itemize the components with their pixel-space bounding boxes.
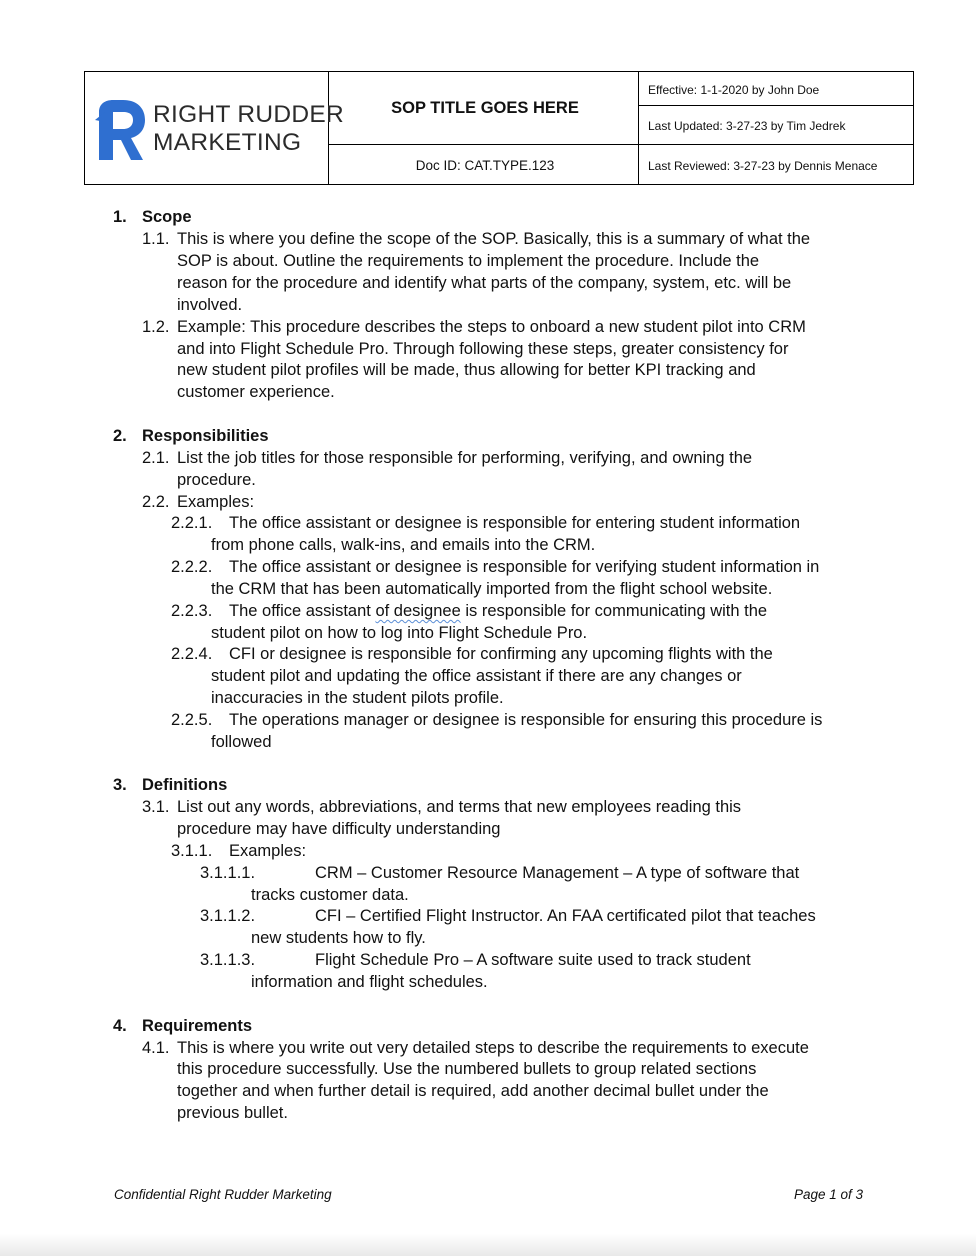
subitem-number: 3.1.1. <box>171 842 213 860</box>
item-text: and into Flight Schedule Pro. Through following these steps, greater consistency for <box>177 340 789 358</box>
section-title: Requirements <box>142 1017 253 1035</box>
item-text: List the job titles for those responsible for performing, verifying, and owning the <box>177 449 753 467</box>
subitem-text: student pilot on how to log into Flight Schedule Pro. <box>211 624 588 642</box>
item-number: 1.1. <box>142 230 170 248</box>
effective-date: Effective: 1-1-2020 by John Doe <box>648 83 820 97</box>
item-text: this procedure successfully. Use the numbered bullets to group related sections <box>177 1060 757 1078</box>
section-number: 1. <box>113 208 127 226</box>
item-text: customer experience. <box>177 383 335 401</box>
last-updated: Last Updated: 3-27-23 by Tim Jedrek <box>648 119 846 133</box>
subitem-text: The office assistant or designee is responsible for verifying student information in <box>229 558 820 576</box>
section-title: Responsibilities <box>142 427 269 445</box>
item-text: This is where you write out very detailed steps to describe the requirements to execute <box>177 1039 809 1057</box>
subitem-number: 2.2.1. <box>171 514 213 532</box>
subitem-text: the CRM that has been automatically imported from the flight school website. <box>211 580 773 598</box>
item-text: new student pilot profiles will be made, thus allowing for better KPI tracking and <box>177 361 756 379</box>
definition-text: CFI – Certified Flight Instructor. An FAA certificated pilot that teaches <box>315 907 816 925</box>
item-text: together and when further detail is required, add another decimal bullet under the <box>177 1082 769 1100</box>
item-text: Examples: <box>177 493 255 511</box>
subitem-text <box>229 600 767 622</box>
footer-confidential: Confidential Right Rudder Marketing <box>114 1187 332 1202</box>
subitem-text: inaccuracies in the student pilots profile. <box>211 689 504 707</box>
section-title: Definitions <box>142 776 228 794</box>
item-text: Example: This procedure describes the steps to onboard a new student pilot into CRM <box>177 318 806 336</box>
subitem-text: from phone calls, walk-ins, and emails into the CRM. <box>211 536 596 554</box>
company-logo <box>95 96 344 162</box>
definition-text: CRM – Customer Resource Management – A type of software that <box>315 864 800 882</box>
header-divider <box>328 144 913 145</box>
subitem-number: 2.2.4. <box>171 645 213 663</box>
item-text: involved. <box>177 296 243 314</box>
text-run: is responsible for communicating with the <box>460 602 768 620</box>
definition-text: Flight Schedule Pro – A software suite used to track student <box>315 951 751 969</box>
subitem-text: The operations manager or designee is responsible for ensuring this procedure is <box>229 711 823 729</box>
sop-title: SOP TITLE GOES HERE <box>391 99 579 117</box>
last-reviewed: Last Reviewed: 3-27-23 by Dennis Menace <box>648 159 878 173</box>
definition-text: new students how to fly. <box>251 929 426 947</box>
subitem-text: student pilot and updating the office assistant if there are any changes or <box>211 667 742 685</box>
section-number: 3. <box>113 776 127 794</box>
section-title: Scope <box>142 208 192 226</box>
subitem-text: followed <box>211 733 272 751</box>
definition-number: 3.1.1.2. <box>200 907 256 925</box>
definition-text: information and flight schedules. <box>251 973 488 991</box>
section-number: 2. <box>113 427 127 445</box>
definition-text: tracks customer data. <box>251 886 409 904</box>
document-header-table <box>84 71 914 185</box>
rudder-logo-icon <box>95 98 147 160</box>
subitem-text: The office assistant or designee is responsible for entering student information <box>229 514 801 532</box>
subitem-number: 2.2.2. <box>171 558 213 576</box>
item-number: 4.1. <box>142 1039 170 1057</box>
spellcheck-flagged-text[interactable]: of designee <box>375 602 461 620</box>
item-text: SOP is about. Outline the requirements to implement the procedure. Include the <box>177 252 760 270</box>
logo-wordmark <box>153 101 344 157</box>
logo-line-2: MARKETING <box>153 129 302 156</box>
item-text: reason for the procedure and identify what parts of the company, system, etc. will be <box>177 274 792 292</box>
logo-line-1: RIGHT RUDDER <box>153 101 344 128</box>
item-number: 3.1. <box>142 798 170 816</box>
header-divider <box>638 105 913 106</box>
subitem-text: CFI or designee is responsible for confirming any upcoming flights with the <box>229 645 773 663</box>
item-text: This is where you define the scope of the SOP. Basically, this is a summary of what the <box>177 230 811 248</box>
doc-id: Doc ID: CAT.TYPE.123 <box>415 158 555 173</box>
text-run: The office assistant <box>229 602 376 620</box>
definition-number: 3.1.1.1. <box>200 864 256 882</box>
subitem-text: Examples: <box>229 842 307 860</box>
page-bottom-edge <box>0 1234 976 1256</box>
subitem-number: 2.2.5. <box>171 711 213 729</box>
item-text: previous bullet. <box>177 1104 288 1122</box>
item-number: 2.1. <box>142 449 170 467</box>
definition-number: 3.1.1.3. <box>200 951 256 969</box>
item-text: List out any words, abbreviations, and terms that new employees reading this <box>177 798 742 816</box>
item-number: 1.2. <box>142 318 170 336</box>
item-text: procedure. <box>177 471 256 489</box>
section-number: 4. <box>113 1017 127 1035</box>
footer-page-number: Page 1 of 3 <box>793 1187 863 1202</box>
item-text: procedure may have difficulty understanding <box>177 820 501 838</box>
item-number: 2.2. <box>142 493 170 511</box>
subitem-number: 2.2.3. <box>171 602 213 620</box>
